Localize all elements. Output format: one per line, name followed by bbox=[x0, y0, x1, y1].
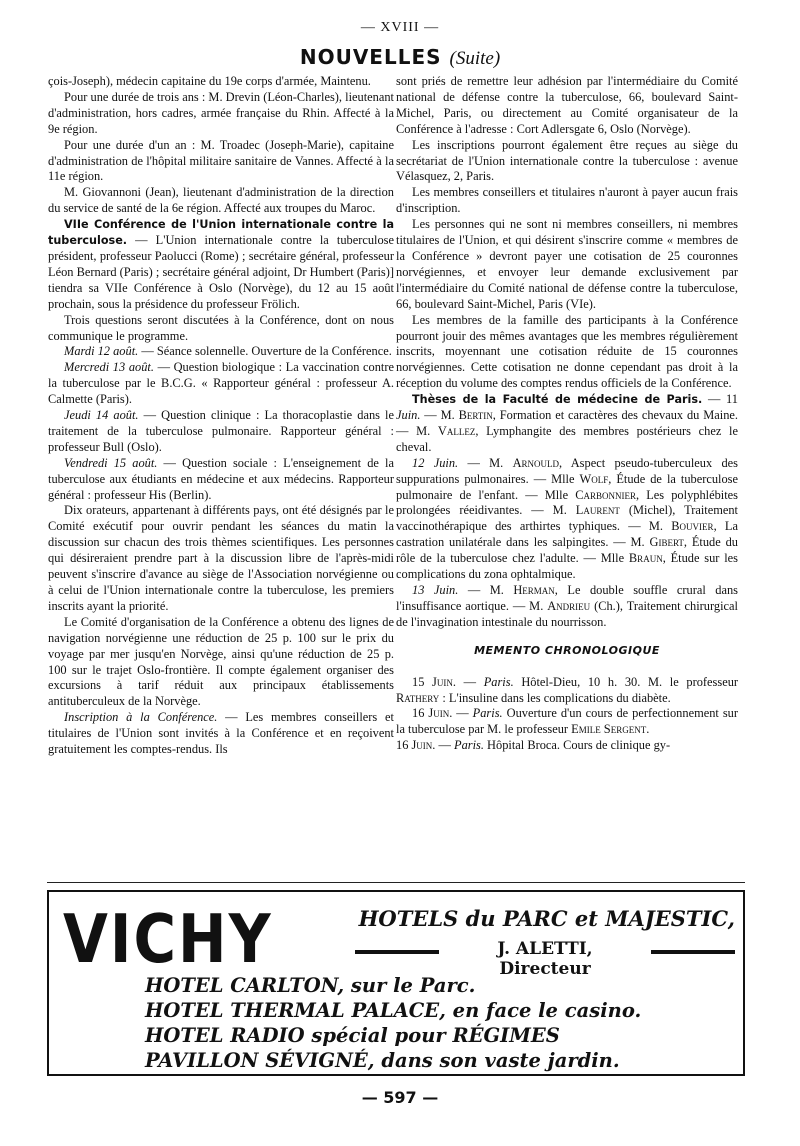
city-label: Paris. bbox=[483, 674, 514, 689]
author-name: Wolf bbox=[579, 471, 609, 486]
author-name: Carbonnier bbox=[575, 487, 637, 502]
text: , Aspect pseudo-tuberculeux des suppurations pulmonaires. — Mlle bbox=[396, 455, 738, 486]
memento-entry bbox=[396, 675, 738, 707]
ad-top-rule bbox=[47, 882, 745, 883]
text: — bbox=[455, 674, 484, 689]
divider bbox=[355, 950, 439, 954]
author-name: Arnould bbox=[512, 455, 560, 470]
author-name: Gibert bbox=[649, 535, 684, 550]
ad-brand: VICHY bbox=[63, 900, 273, 979]
theses-heading: Thèses de la Faculté de médecine de Paris. bbox=[412, 393, 703, 407]
ad-line-radio: HOTEL RADIO spécial pour RÉGIMES bbox=[145, 1024, 560, 1047]
paragraph: Les inscriptions pourront également être reçues au siège du secrétariat de l'Union internationale contre la tuberculose : avenue Vélasquez, 2, Paris. bbox=[396, 137, 738, 184]
paragraph-text: — Séance solennelle. Ouverture de la Conférence. bbox=[138, 344, 392, 359]
ad-hotels-title: HOTELS du PARC et MAJESTIC, bbox=[358, 906, 735, 931]
paragraph: Pour une durée d'un an : M. Troadec (Joseph-Marie), capitaine d'administration de l'hôpital militaire sanitaire de Vannes. Affecté à la 11e région. bbox=[48, 137, 394, 184]
day-label: Jeudi 14 août. bbox=[64, 408, 139, 423]
paragraph bbox=[48, 710, 394, 758]
date-label: 15 Juin. bbox=[412, 674, 456, 689]
ad-director-row bbox=[355, 939, 735, 979]
paragraph: Les membres de la famille des participants à la Conférence pourront jouir des mêmes avantages que les membres régulièrement inscrits, moyennant une cotisation réduite de 15 couronnes norvégiennes. Cette cotisation ne donne cependant pas droit à la réception du volume des comptes rendus officiels de la Conférence. bbox=[396, 312, 738, 391]
theses-paragraph bbox=[396, 583, 738, 631]
date-label: 16 Juin. bbox=[396, 738, 436, 753]
text: Hôpital Broca. Cours de clinique gy- bbox=[483, 738, 671, 753]
section-title-main: NOUVELLES bbox=[299, 45, 442, 69]
theses-paragraph bbox=[396, 392, 738, 456]
author-name: Emile Sergent bbox=[571, 722, 647, 737]
paragraph-text: — Les membres conseillers et titulaires de l'Union sont invités à la Conférence et en reçoivent gratuitement les comptes-rendus. Ils bbox=[48, 710, 394, 757]
vichy-advertisement bbox=[47, 890, 745, 1076]
memento-entry bbox=[396, 706, 738, 738]
theses-paragraph bbox=[396, 456, 738, 583]
paragraph-text: — Question clinique : La thoracoplastie dans le traitement de la tuberculose pulmonaire. Rapporteur général : professeur Bull (Oslo). bbox=[48, 408, 394, 454]
text: , Le double souffle crural dans l'insuffisance aortique. — M. bbox=[396, 583, 738, 613]
paragraph: sont priés de remettre leur adhésion par l'intermédiaire du Comité national de défense contre la tuberculose, 66, boulevard Saint-Michel, Paris, ou directement au Comité organisateur de la Conférence à l'adresse : Cort Adlersgate 6, Oslo (Norvège). bbox=[396, 74, 738, 136]
paragraph-text: — Question sociale : L'enseignement de la tuberculose aux étudiants en médecine et aux médecins. Rapporteur général : professeur His (Berlin). bbox=[48, 455, 394, 502]
author-name: Rathery bbox=[396, 690, 440, 705]
author-name: Braun bbox=[628, 551, 663, 566]
author-name: Bertin bbox=[458, 408, 493, 423]
ad-line-thermal: HOTEL THERMAL PALACE, en face le casino. bbox=[145, 999, 642, 1022]
date-label: 13 Juin. bbox=[412, 583, 459, 597]
day-label: Mercredi 13 août. bbox=[64, 360, 154, 375]
ad-director: J. ALETTI, Directeur bbox=[497, 939, 593, 979]
text: — 11 bbox=[702, 392, 738, 407]
section-title bbox=[0, 45, 800, 70]
text: (Ch.), Traitement chirurgical de l'invagination intestinale du nourrisson. bbox=[396, 598, 738, 629]
text: , Lymphangite des membres postérieurs chez le cheval. bbox=[396, 423, 739, 454]
paragraph bbox=[48, 408, 394, 456]
roman-page-number: — XVIII — bbox=[360, 20, 440, 35]
paragraph: Les personnes qui ne sont ni membres conseillers, ni membres titulaires de l'Union, et qui désirent s'inscrire comme « membres de la Conférence » devront payer une cotisation de 25 couronnes norvégiennes, et envoyer leur demande exclusivement par l'intermédiaire du Comité national de défense contre la tuberculose, 66, boulevard Saint-Michel, Paris (VIe). bbox=[396, 217, 738, 311]
date-label: 12 Juin. bbox=[412, 455, 459, 470]
text: , Étude du rôle de la tuberculose chez l'adulte. — Mlle bbox=[396, 535, 738, 566]
text: — M. bbox=[458, 583, 514, 597]
divider bbox=[651, 950, 735, 954]
paragraph-text: — L'Union internationale contre la tuberculose président, professeur Paolucci (Rome) ; secrétaire général, professeur Léon Bernard (Paris) ; secrétaire général adjoint, Dr Humbert (Paris)] tiendra sa VIIe Conférence à Oslo (Norvège), du 12 au 15 août prochain, sous la présidence du professeur Frölich. bbox=[48, 233, 394, 311]
paragraph: M. Giovannoni (Jean), lieutenant d'administration de la direction du service de santé de la 6e région. Affecté aux troupes du Maroc. bbox=[48, 185, 394, 216]
city-label: Paris. bbox=[472, 706, 503, 721]
author-name: Vallez bbox=[437, 423, 476, 438]
author-name: Andrieu bbox=[547, 598, 591, 613]
paragraph bbox=[48, 456, 394, 504]
text: Ouverture d'un cours de perfectionnement sur la tuberculose par M. le professeur bbox=[396, 706, 738, 737]
paragraph bbox=[48, 344, 394, 360]
paragraph: Pour une durée de trois ans : M. Drevin (Léon-Charles), lieutenant d'administration, hors cadres, armée française du Rhin. Affecté à la 9e région. bbox=[48, 89, 394, 136]
author-name: Bouvier bbox=[671, 519, 714, 534]
author-name: Herman bbox=[513, 583, 555, 597]
text: , Les polyphlébites prolongées réeidivantes. — M. bbox=[396, 487, 738, 518]
ad-line-carlton: HOTEL CARLTON, sur le Parc. bbox=[145, 974, 476, 997]
paragraph: Les membres conseillers et titulaires n'auront à payer aucun frais d'inscription. bbox=[396, 185, 738, 216]
memento-heading: MEMENTO CHRONOLOGIQUE bbox=[474, 643, 660, 657]
day-label: Mardi 12 août. bbox=[64, 344, 139, 359]
day-label: Vendredi 15 août. bbox=[64, 455, 158, 470]
right-column bbox=[396, 74, 738, 754]
text: — bbox=[452, 706, 473, 721]
date-label: Juin. bbox=[396, 408, 421, 423]
paragraph-text: — Question biologique : La vaccination contre la tuberculose par le B.C.G. « Rapporteur général : professeur A. Calmette (Paris). bbox=[48, 360, 395, 407]
text: . bbox=[646, 722, 650, 737]
paragraph: Dix orateurs, appartenant à différents pays, ont été désignés par le Comité exécutif pour ouvrir pendant les séances du matin la discussion sur chacun des trois thèmes scientifiques. Les personnes qui désireraient prendre part à la discussion libre de l'après-midi peuvent s'inscrire d'avance au siège de l'Association norvégienne ou à celui de l'Union internationale contre la tuberculose, les premiers inscrits ayant la priorité. bbox=[48, 503, 394, 613]
text: : L'insuline dans les complications du diabète. bbox=[439, 690, 671, 705]
text: (Michel), Traitement vaccinothérapique des arthirtes typhiques. — M. bbox=[396, 503, 738, 534]
text: — M. bbox=[420, 408, 459, 423]
text: — bbox=[435, 738, 454, 753]
text: , Étude de la tuberculose pulmonaire de l'enfant. — Mlle bbox=[396, 471, 739, 502]
date-label: 16 Juin. bbox=[412, 706, 453, 721]
memento-entry bbox=[396, 738, 738, 754]
paragraph: Le Comité d'organisation de la Conférence a obtenu des lignes de navigation norvégienne une réduction de 25 p. 100 sur le prix du voyage par mer jusqu'en Norvège, ainsi qu'une réduction de 25 p. 100 sur le trajet Oslo-frontière. Il compte également organiser des excursions à tarif réduit aux principaux établissements antituberculeux de la Norvège. bbox=[48, 614, 394, 709]
conference-heading: VIIe Conférence de l'Union internationale contre la tuberculose. bbox=[48, 218, 394, 248]
ad-line-sevigne: PAVILLON SÉVIGNÉ, dans son vaste jardin. bbox=[145, 1049, 620, 1072]
text: , Formation et caractères des chevaux du Maine. — M. bbox=[396, 408, 738, 438]
paragraph bbox=[48, 217, 394, 312]
section-title-suite: (Suite) bbox=[449, 48, 501, 69]
paragraph: çois-Joseph), médecin capitaine du 19e corps d'armée, Maintenu. bbox=[48, 74, 371, 88]
inscription-label: Inscription à la Conférence. bbox=[64, 710, 218, 725]
page-number: — 597 — bbox=[361, 1088, 439, 1107]
city-label: Paris. bbox=[454, 738, 484, 753]
paragraph bbox=[48, 360, 394, 408]
text: , La castration unilatérale dans les salpingites. — M. bbox=[396, 519, 738, 550]
text: — M. bbox=[458, 455, 513, 470]
text: , Étude sur les complications du zona ophtalmique. bbox=[396, 551, 738, 582]
author-name: Laurent bbox=[575, 503, 620, 518]
paragraph: Trois questions seront discutées à la Conférence, dont on nous communique le programme. bbox=[48, 312, 394, 343]
text: Hôtel-Dieu, 10 h. 30. M. le professeur bbox=[513, 674, 739, 689]
left-column bbox=[48, 74, 394, 758]
